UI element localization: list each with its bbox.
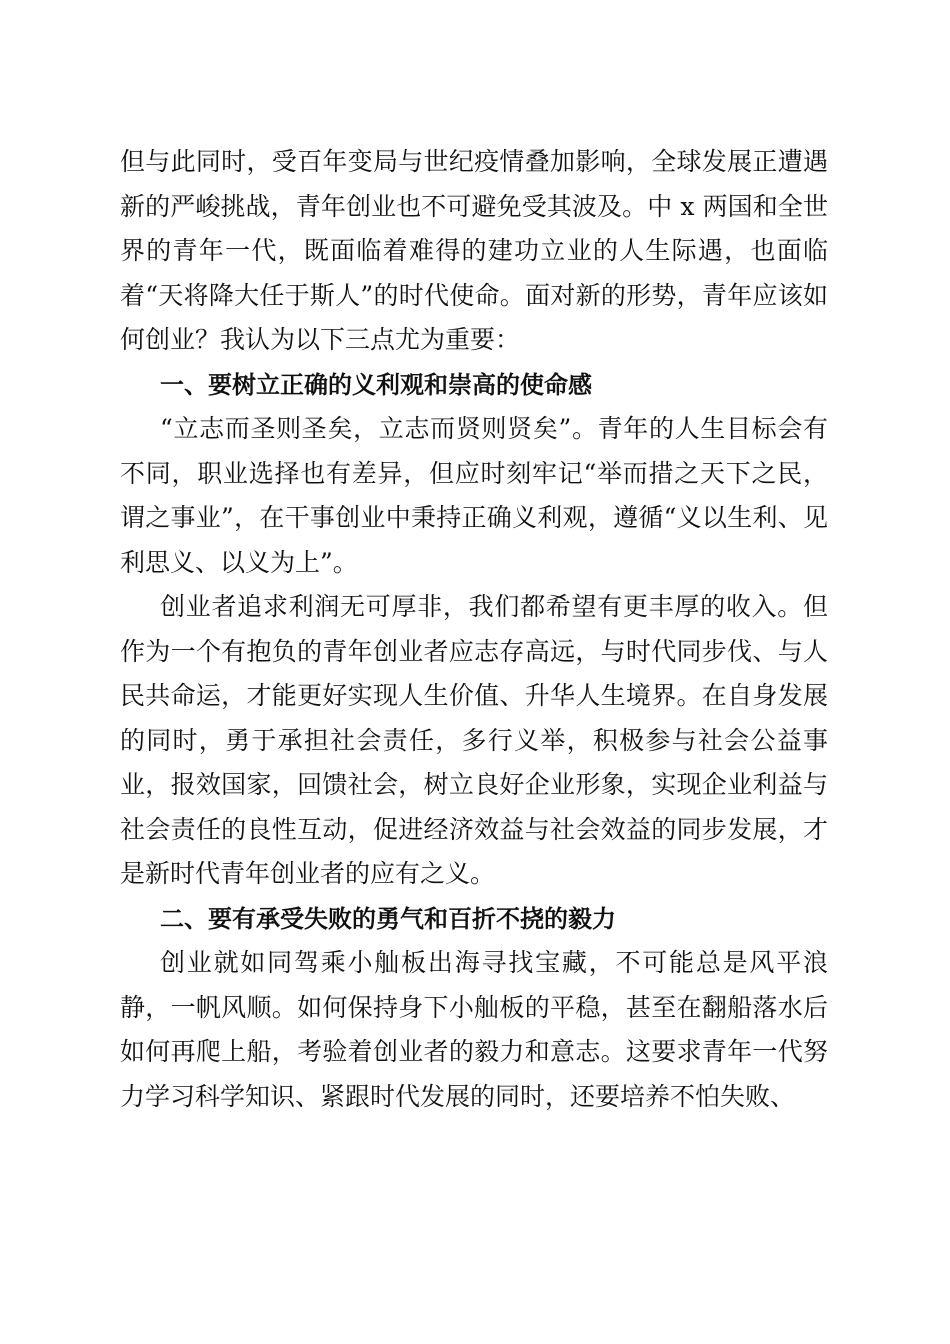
paragraph-profit-responsibility: 创业者追求利润无可厚非，我们都希望有更丰厚的收入。但作为一个有抱负的青年创业者应志存高远，与时代同步伐、与人民共命运，才能更好实现人生价值、升华人生境界。在自身发展的同时，勇于承担社会责任，多行义举，积极参与社会公益事业，报效国家，回馈社会，树立良好企业形象，实现企业利益与社会责任的良性互动，促进经济效益与社会效益的同步发展，才是新时代青年创业者的应有之义。 [120,592,828,888]
document-body [120,140,828,1119]
paragraph-aspiration-quote: “立志而圣则圣矣，立志而贤则贤矣”。青年的人生目标会有不同，职业选择也有差异，但应时刻牢记“举而措之天下之民，谓之事业”，在干事创业中秉持正确义利观，遵循“义以生利、见利思义、以义为上”。 [120,414,828,577]
paragraph-perseverance: 创业就如同驾乘小舢板出海寻找宝藏，不可能总是风平浪静，一帆风顺。如何保持身下小舢板的平稳，甚至在翻船落水后如何再爬上船，考验着创业者的毅力和意志。这要求青年一代努力学习科学知识、紧跟时代发展的同时，还要培养不怕失败、 [120,948,828,1111]
section-heading-1: 一、要树立正确的义利观和崇高的使命感 [160,370,592,399]
section-heading-2: 二、要有承受失败的勇气和百折不挠的毅力 [160,904,616,933]
paragraph-intro: 但与此同时，受百年变局与世纪疫情叠加影响，全球发展正遭遇新的严峻挑战，青年创业也不可避免受其波及。中 x 两国和全世界的青年一代，既面临着难得的建功立业的人生际遇，也面临着“天将降大任于斯人”的时代使命。面对新的形势，青年应该如何创业？我认为以下三点尤为重要： [120,147,828,354]
